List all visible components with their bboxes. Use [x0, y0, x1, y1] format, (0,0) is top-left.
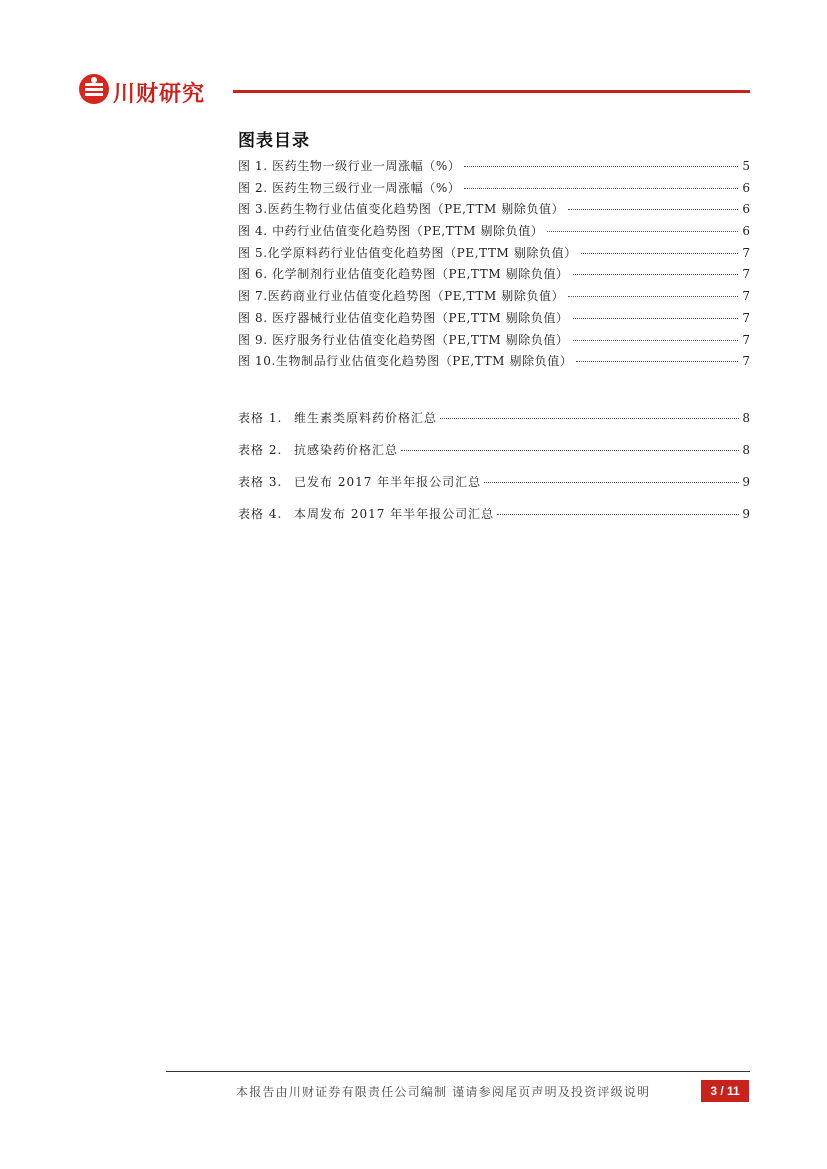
figure-label: 图 4. 中药行业估值变化趋势图（PE,TTM 剔除负值）	[238, 224, 544, 239]
figure-entry[interactable]	[238, 179, 750, 201]
figure-list	[238, 157, 750, 374]
table-number: 表格 3.	[238, 475, 283, 489]
figure-entry[interactable]	[238, 244, 750, 266]
table-entry[interactable]	[238, 505, 750, 537]
table-page: 9	[742, 507, 750, 521]
figure-label: 图 8. 医疗器械行业估值变化趋势图（PE,TTM 剔除负值）	[238, 310, 569, 325]
leader-dots	[576, 361, 738, 362]
figure-label: 图 5.化学原料药行业估值变化趋势图（PE,TTM 剔除负值）	[238, 245, 577, 260]
table-page: 8	[742, 443, 750, 457]
figure-label: 图 1. 医药生物一级行业一周涨幅（%）	[238, 159, 461, 173]
table-label: 本周发布 2017 年半年报公司汇总	[294, 507, 495, 521]
table-page: 9	[742, 475, 750, 489]
leader-dots	[568, 209, 738, 210]
figure-label: 图 7.医药商业行业估值变化趋势图（PE,TTM 剔除负值）	[238, 289, 565, 304]
figure-page: 7	[742, 267, 750, 282]
table-entry[interactable]	[238, 441, 750, 473]
leader-dots	[573, 340, 739, 341]
figure-page: 6	[742, 224, 750, 239]
figure-page: 6	[742, 202, 750, 217]
figure-entry[interactable]	[238, 157, 750, 179]
leader-dots	[464, 188, 738, 189]
table-label: 已发布 2017 年半年报公司汇总	[294, 475, 482, 489]
figure-entry[interactable]	[238, 222, 750, 244]
logo-text: 川财研究	[113, 82, 206, 107]
toc-title: 图表目录	[238, 131, 310, 151]
figure-label: 图 10.生物制品行业估值变化趋势图（PE,TTM 剔除负值）	[238, 354, 573, 369]
chuancai-logo-icon	[79, 74, 109, 104]
table-label: 抗感染药价格汇总	[294, 443, 399, 457]
table-number: 表格 2.	[238, 443, 283, 457]
footer-divider	[166, 1071, 750, 1072]
figure-entry[interactable]	[238, 265, 750, 287]
table-entry[interactable]	[238, 473, 750, 505]
figure-entry[interactable]	[238, 331, 750, 353]
page-header	[0, 0, 827, 110]
header-divider	[233, 90, 750, 93]
table-number: 表格 1.	[238, 411, 283, 425]
leader-dots	[497, 514, 739, 515]
footer-disclaimer: 本报告由川财证券有限责任公司编制 谨请参阅尾页声明及投资评级说明	[236, 1085, 651, 1099]
figure-label: 图 6. 化学制剂行业估值变化趋势图（PE,TTM 剔除负值）	[238, 267, 569, 282]
figure-entry[interactable]	[238, 287, 750, 309]
figure-label: 图 3.医药生物行业估值变化趋势图（PE,TTM 剔除负值）	[238, 202, 565, 217]
figure-label: 图 9. 医疗服务行业估值变化趋势图（PE,TTM 剔除负值）	[238, 332, 569, 347]
figure-entry[interactable]	[238, 200, 750, 222]
table-number: 表格 4.	[238, 507, 283, 521]
leader-dots	[484, 482, 739, 483]
figure-page: 6	[742, 180, 750, 195]
page-number-badge: 3 / 11	[701, 1080, 749, 1102]
figure-page: 5	[742, 159, 750, 173]
table-entry[interactable]	[238, 409, 750, 441]
figure-page: 7	[742, 332, 750, 347]
figure-page: 7	[742, 310, 750, 325]
figure-entry[interactable]	[238, 352, 750, 374]
table-list	[238, 409, 750, 537]
leader-dots	[581, 253, 739, 254]
leader-dots	[401, 450, 739, 451]
figure-label: 图 2. 医药生物三级行业一周涨幅（%）	[238, 180, 461, 195]
table-label: 维生素类原料药价格汇总	[294, 411, 438, 425]
leader-dots	[464, 166, 738, 167]
leader-dots	[573, 318, 739, 319]
leader-dots	[547, 231, 738, 232]
figure-page: 7	[742, 245, 750, 260]
leader-dots	[573, 274, 739, 275]
table-page: 8	[742, 411, 750, 425]
figure-entry[interactable]	[238, 309, 750, 331]
leader-dots	[440, 418, 739, 419]
figure-page: 7	[742, 289, 750, 304]
leader-dots	[568, 296, 738, 297]
figure-page: 7	[742, 354, 750, 369]
